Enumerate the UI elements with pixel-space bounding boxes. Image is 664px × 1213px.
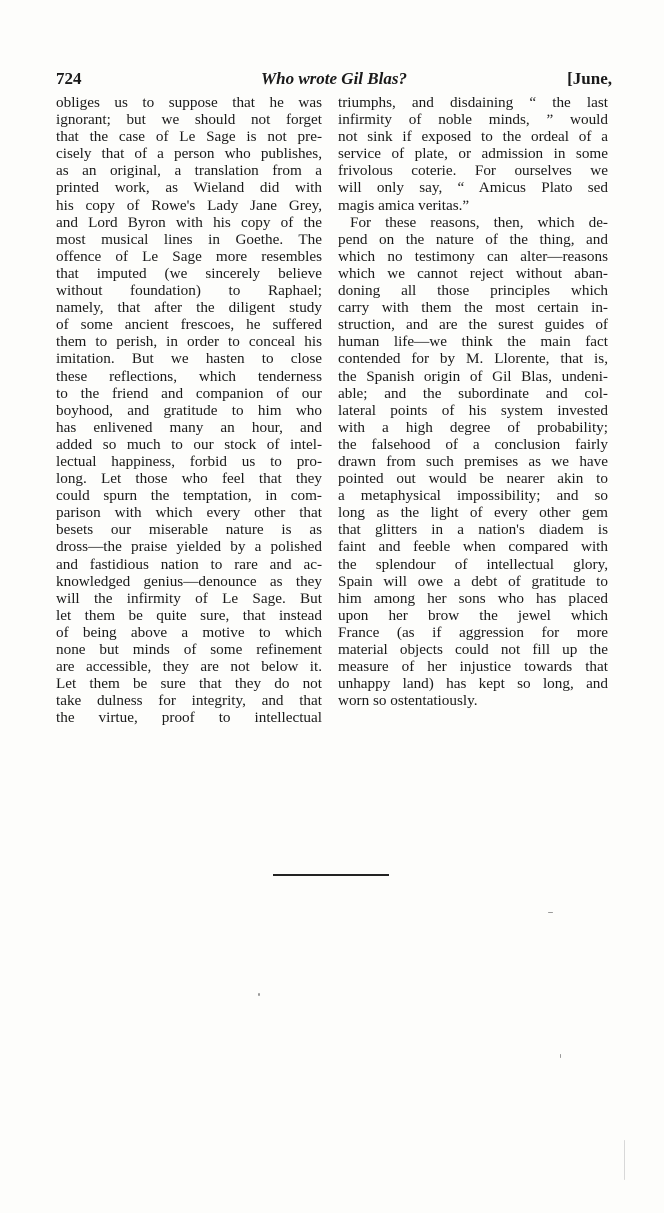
text-line: magis amica veritas.” [338, 196, 470, 214]
paper-speck [560, 1054, 561, 1058]
text-line: doning all those principles which [338, 282, 608, 300]
text-line: the splendour of intellectual glory, [338, 555, 608, 573]
text-line: namely, that after the diligent study [56, 299, 322, 317]
text-line: Spain will owe a debt of gratitude to [338, 572, 608, 590]
text-line: obliges us to suppose that he was [56, 94, 322, 111]
paper-speck [624, 1140, 625, 1180]
text-line: printed work, as Wieland did with [56, 179, 322, 197]
text-line: long. Let those who feel that they [56, 470, 322, 488]
text-line: contended for by M. Llorente, that is, [338, 350, 608, 368]
text-line: them to perish, in order to conceal his [56, 333, 322, 351]
text-line: are accessible, they are not below it. [56, 658, 322, 676]
text-line: human life—we think the main fact [338, 333, 608, 351]
text-line: frivolous coterie. For ourselves we [338, 162, 608, 180]
page-number: 724 [56, 69, 82, 88]
text-line: long as the light of every other gem [338, 504, 608, 522]
paragraph-start-line: For these reasons, then, which de- [350, 213, 608, 231]
issue-date: [June, [567, 69, 612, 88]
text-line: not sink if exposed to the ordeal of a [338, 128, 608, 146]
text-line: take dulness for integrity, and that [56, 692, 322, 710]
text-line: a metaphysical impossibility; and so [338, 487, 608, 505]
text-line: which we cannot reject without aban- [338, 264, 608, 282]
text-line: him among her sons who has placed [338, 589, 608, 607]
text-line: will only say, “ Amicus Plato sed [338, 179, 608, 197]
text-line: service of plate, or admission in some [338, 145, 608, 163]
text-line: faint and feeble when compared with [338, 538, 608, 556]
text-line: that glitters in a nation's diadem is [338, 521, 608, 539]
section-end-rule [273, 874, 389, 876]
text-line: and fastidious nation to rare and ac- [56, 555, 322, 573]
text-line: imitation. But we hasten to close [56, 350, 322, 368]
running-title: Who wrote Gil Blas? [261, 69, 407, 88]
text-line: pend on the nature of the thing, and [338, 230, 608, 248]
text-line: has enlivened many an hour, and [56, 418, 322, 436]
text-line: triumphs, and disdaining “ the last [338, 94, 608, 111]
paper-speck [258, 993, 260, 996]
text-line: lateral points of his system invested [338, 401, 608, 419]
text-line: carry with them the most certain in- [338, 299, 608, 317]
text-line: which no testimony can alter—reasons [338, 247, 608, 265]
text-line: will the infirmity of Le Sage. But [56, 589, 322, 607]
text-line: that the case of Le Sage is not pre- [56, 128, 322, 146]
text-line: these reflections, which tenderness [56, 367, 322, 385]
text-line: measure of her injustice towards that [338, 658, 608, 676]
text-line: let them be quite sure, that instead [56, 606, 322, 624]
text-line: of some ancient frescoes, he suffered [56, 316, 322, 334]
text-line: without foundation) to Raphael; [56, 282, 322, 300]
text-line: none but minds of some refinement [56, 641, 322, 658]
text-line: the Spanish origin of Gil Blas, undeni- [338, 367, 608, 385]
text-line: as an original, a translation from a [56, 162, 322, 180]
text-line: his copy of Rowe's Lady Jane Grey, [56, 196, 322, 214]
text-line: of being above a motive to which [56, 623, 322, 641]
text-line: struction, and are the surest guides of [338, 316, 608, 334]
left-column [56, 94, 322, 726]
text-line: ignorant; but we should not forget [56, 111, 322, 129]
text-line: most musical lines in Goethe. The [56, 230, 322, 248]
text-line: pointed out would be nearer akin to [338, 470, 608, 488]
right-column [338, 94, 608, 709]
page-header [56, 68, 612, 90]
text-line: boyhood, and gratitude to him who [56, 401, 322, 419]
text-line: drawn from such premises as we have [338, 452, 608, 470]
text-line: parison with which every other that [56, 504, 322, 522]
text-line: could spurn the temptation, in com- [56, 487, 322, 505]
paper-speck [548, 912, 553, 913]
text-line: unhappy land) has kept so long, and [338, 675, 608, 693]
text-line: that imputed (we sincerely believe [56, 264, 322, 282]
text-line: infirmity of noble minds, ” would [338, 111, 608, 129]
text-line: material objects could not fill up the [338, 641, 608, 658]
text-line: and Lord Byron with his copy of the [56, 213, 322, 231]
text-line: lectual happiness, forbid us to pro- [56, 452, 322, 470]
text-line: the falsehood of a conclusion fairly [338, 435, 608, 453]
text-line: added so much to our stock of intel- [56, 435, 322, 453]
text-line: able; and the subordinate and col- [338, 384, 608, 402]
text-line: knowledged genius—denounce as they [56, 572, 322, 590]
text-line: worn so ostentatiously. [338, 692, 478, 710]
text-line: dross—the praise yielded by a polished [56, 538, 322, 556]
text-line: the virtue, proof to intellectual [56, 709, 322, 727]
text-line: cisely that of a person who publishes, [56, 145, 322, 163]
text-line: upon her brow the jewel which [338, 606, 608, 624]
text-line: France (as if aggression for more [338, 623, 608, 641]
text-line: Let them be sure that they do not [56, 675, 322, 693]
text-line: with a high degree of probability; [338, 418, 608, 436]
text-line: offence of Le Sage more resembles [56, 247, 322, 265]
text-line: besets our miserable nature is as [56, 521, 322, 539]
text-line: to the friend and companion of our [56, 384, 322, 402]
